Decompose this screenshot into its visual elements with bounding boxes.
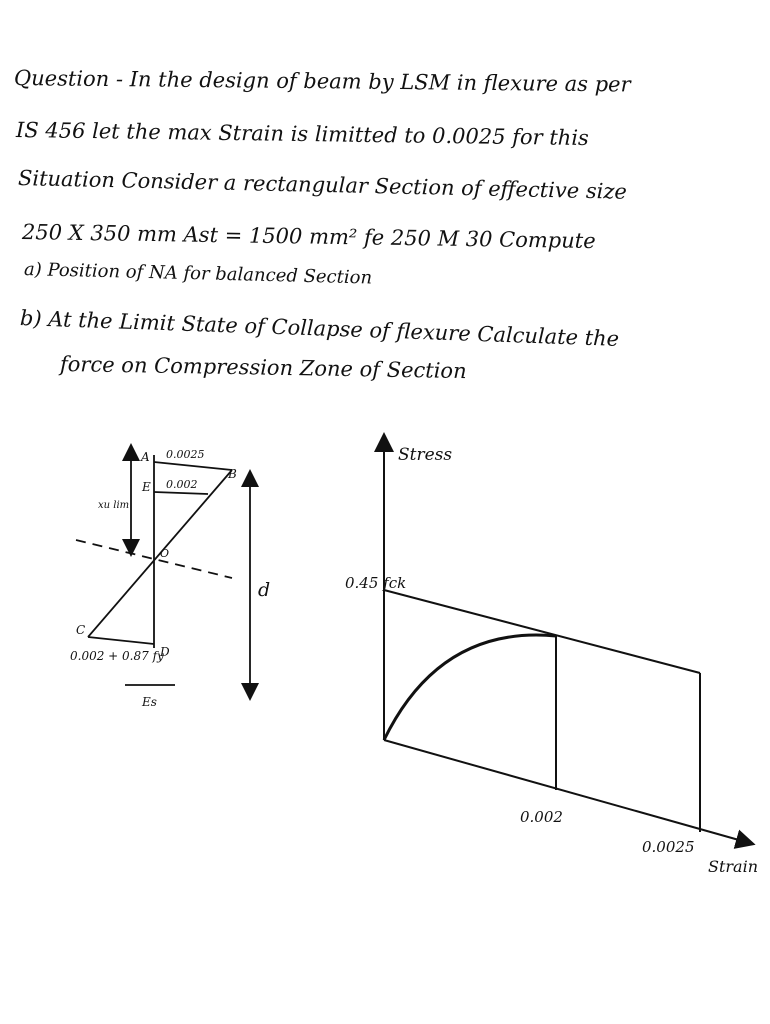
label-strain-0002: 0.002 <box>520 808 563 826</box>
x-axis <box>384 740 746 842</box>
strain-diagram-labels <box>70 448 270 709</box>
question-line-5: a) Position of NA for balanced Section <box>23 259 373 289</box>
label-o: O <box>160 547 170 560</box>
label-d: D <box>160 645 170 659</box>
parabolic-curve <box>384 635 556 740</box>
label-bottom-strain-den: Es <box>142 695 157 709</box>
label-b: B <box>228 467 237 481</box>
label-d: d <box>258 579 271 601</box>
stress-strain-labels <box>345 445 758 876</box>
label-mid-strain: 0.002 <box>166 478 198 491</box>
label-peak-stress: 0.45 fck <box>345 574 407 592</box>
question-line-7: force on Compression Zone of Section <box>59 352 467 384</box>
question-line-1: Question - In the design of beam by LSM in flexure as per <box>13 66 631 97</box>
label-bottom-strain-num: 0.002 + 0.87 fy <box>70 649 164 663</box>
label-a: A <box>141 450 150 464</box>
label-stress: Stress <box>398 445 453 465</box>
label-strain-00025: 0.0025 <box>642 838 695 856</box>
label-top-strain: 0.0025 <box>166 448 205 461</box>
question-line-2: IS 456 let the max Strain is limitted to 0.0025 for this <box>15 118 589 150</box>
question-line-3: Situation Consider a rectangular Section of effective size <box>17 166 628 204</box>
label-c: C <box>76 623 86 637</box>
label-e: E <box>142 480 151 494</box>
peak-stress-line <box>384 590 700 673</box>
label-strain: Strain <box>708 857 758 876</box>
question-line-6: b) At the Limit State of Collapse of flexure Calculate the <box>19 306 620 351</box>
bottom-strain-line <box>88 637 154 644</box>
label-xu-lim: xu lim <box>98 500 130 511</box>
question-line-4: 250 X 350 mm Ast = 1500 mm² fe 250 M 30 Compute <box>21 220 596 254</box>
mid-strain-line <box>154 492 208 494</box>
stress-strain-graph <box>384 442 746 842</box>
top-strain-line <box>154 462 232 470</box>
